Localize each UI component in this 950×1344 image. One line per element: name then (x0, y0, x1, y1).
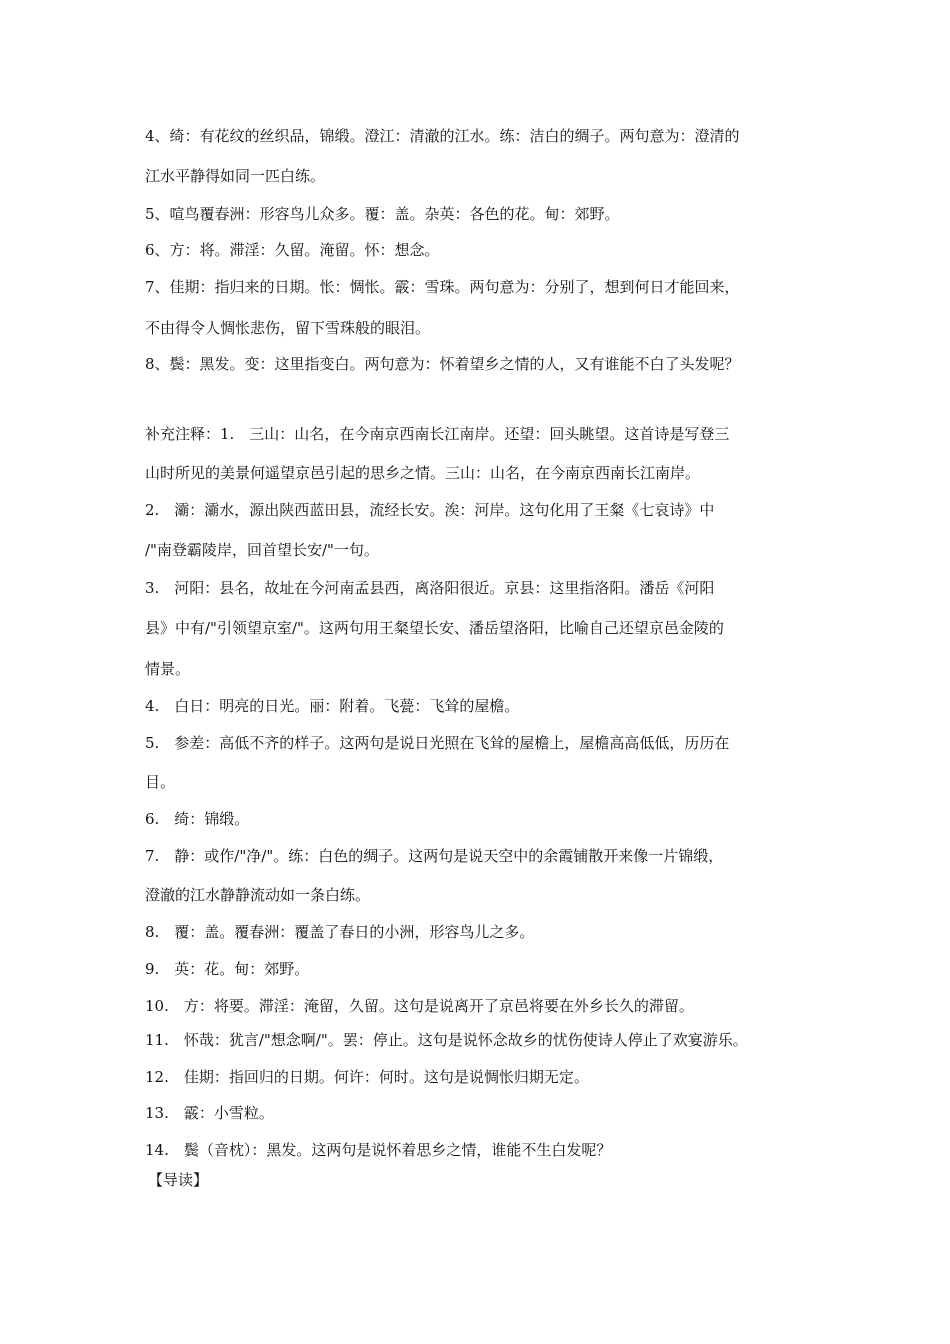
section-heading: 【导读】 (148, 1171, 209, 1189)
supplement-line: 3. 河阳：县名，故址在今河南孟县西，离洛阳很近。京县：这里指洛阳。潘岳《河阳 (145, 579, 715, 597)
supplement-line: 补充注释：1. 三山：山名，在今南京西南长江南岸。还望：回头眺望。这首诗是写登三 (145, 425, 730, 443)
supplement-line: 情景。 (145, 660, 191, 678)
supplement-line: 7. 静：或作/"净/"。练：白色的绸子。这两句是说天空中的余霞铺散开来像一片锦缎， (145, 847, 724, 865)
supplement-line: 9. 英：花。甸：郊野。 (145, 960, 310, 978)
supplement-line: 县》中有/"引领望京室/"。这两句用王粲望长安、潘岳望洛阳，比喻自己还望京邑金陵的 (145, 619, 724, 637)
supplement-line: 10. 方：将要。滞淫：淹留，久留。这句是说离开了京邑将要在外乡长久的滞留。 (145, 997, 694, 1015)
supplement-line: 澄澈的江水静静流动如一条白练。 (145, 886, 371, 904)
supplement-line: 13. 霰：小雪粒。 (145, 1104, 274, 1122)
supplement-line: 2. 灞：灞水，源出陕西蓝田县，流经长安。涘：河岸。这句化用了王粲《七哀诗》中 (145, 501, 715, 519)
note-line: 6、方：将。滞淫：久留。淹留。怀：想念。 (145, 241, 440, 259)
note-line: 8、鬓：黑发。变：这里指变白。两句意为：怀着望乡之情的人，又有谁能不白了头发呢？ (145, 355, 740, 373)
note-line: 不由得令人惆怅悲伤，留下雪珠般的眼泪。 (145, 319, 431, 337)
supplement-line: 12. 佳期：指回归的日期。何许：何时。这句是说惆怅归期无定。 (145, 1068, 589, 1086)
supplement-line: 8. 覆：盖。覆春洲：覆盖了春日的小洲，形容鸟儿之多。 (145, 923, 535, 941)
supplement-line: 5. 参差：高低不齐的样子。这两句是说日光照在飞耸的屋檐上，屋檐高高低低，历历在 (145, 734, 730, 752)
note-line: 7、佳期：指归来的日期。怅：惆怅。霰：雪珠。两句意为：分别了，想到何日才能回来， (145, 278, 740, 296)
supplement-line: 14. 鬓（音枕）：黑发。这两句是说怀着思乡之情，谁能不生白发呢？ (145, 1141, 612, 1159)
note-line: 4、绮：有花纹的丝织品，锦缎。澄江：清澈的江水。练：洁白的绸子。两句意为：澄清的 (145, 127, 740, 145)
supplement-line: 6. 绮：锦缎。 (145, 810, 250, 828)
note-line: 江水平静得如同一匹白练。 (145, 167, 326, 185)
supplement-line: 山时所见的美景何遥望京邑引起的思乡之情。三山：山名，在今南京西南长江南岸。 (145, 464, 701, 482)
supplement-line: 4. 白日：明亮的日光。丽：附着。飞甍：飞耸的屋檐。 (145, 697, 520, 715)
supplement-line: 目。 (145, 773, 176, 791)
note-line: 5、喧鸟覆春洲：形容鸟儿众多。覆：盖。杂英：各色的花。甸：郊野。 (145, 205, 620, 223)
supplement-line: /"南登霸陵岸，回首望长安/"一句。 (145, 541, 379, 559)
supplement-line: 11. 怀哉：犹言/"想念啊/"。罢：停止。这句是说怀念故乡的忧伤使诗人停止了欢宴游乐。 (145, 1031, 748, 1049)
